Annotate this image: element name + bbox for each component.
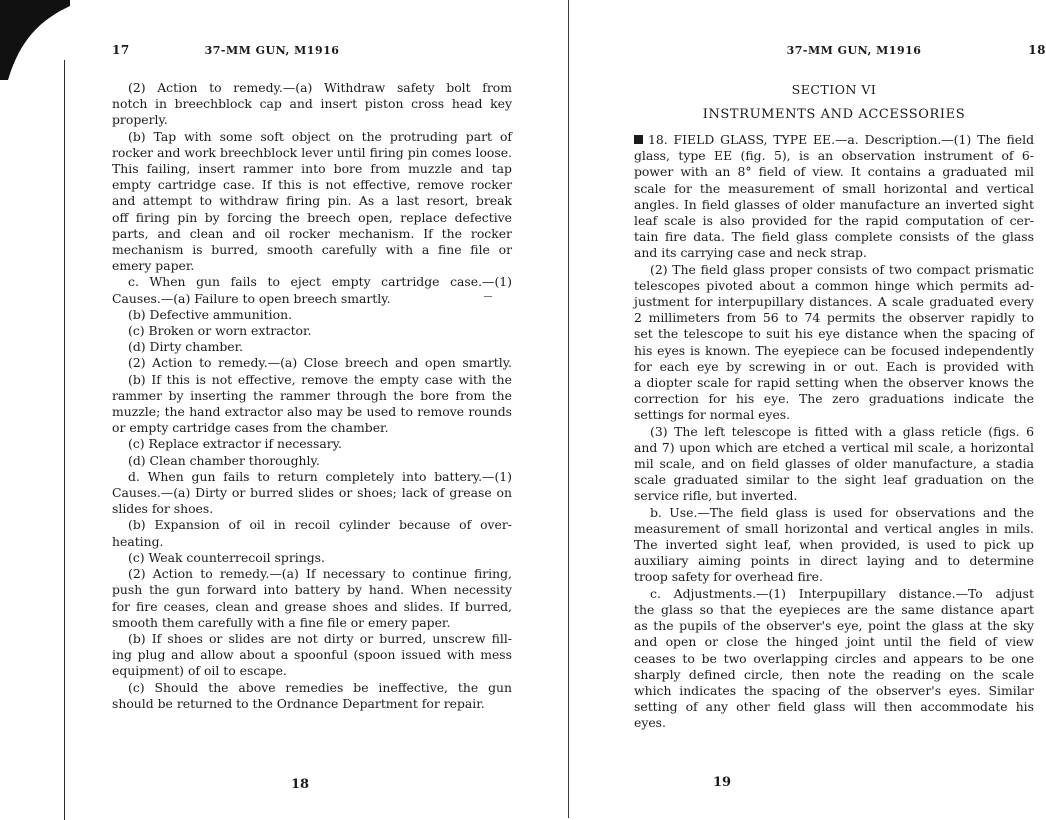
text-line-content: his eyes is known. The eyepiece can be focused independently <box>634 342 1034 358</box>
right-body-text <box>634 132 1034 732</box>
text-line <box>634 521 1034 537</box>
text-line <box>112 291 512 307</box>
text-line-content: (d) Clean chamber thoroughly. <box>128 452 320 468</box>
text-line <box>112 453 512 469</box>
text-line <box>112 501 512 517</box>
text-line <box>634 537 1034 553</box>
text-line <box>634 197 1034 213</box>
left-running-title: 37-MM GUN, M1916 <box>204 44 340 57</box>
text-line-content: correction for his eye. The zero graduations indicate the <box>634 391 1034 407</box>
text-line-content: power with an 8° field of view. It contains a graduated mil <box>634 164 1034 180</box>
text-line <box>112 323 512 339</box>
text-line <box>634 407 1034 423</box>
text-line-content: d. When gun fails to return completely into battery.—(1) <box>128 468 512 484</box>
text-line-content: for fire ceases, clean and grease shoes and slides. If burred, <box>112 598 512 614</box>
text-line-content: measurement of small horizontal and vertical angles in mils. <box>634 520 1034 536</box>
text-line-content: eyes. <box>634 715 666 731</box>
text-line-content: push the gun forward into battery by hand. When necessity <box>112 582 512 598</box>
text-line-content: The inverted sight leaf, when provided, is used to pick up <box>634 537 1034 553</box>
text-line <box>634 278 1034 294</box>
text-line-content: (b) If this is not effective, remove the empty case with the <box>128 371 512 387</box>
text-line <box>634 229 1034 245</box>
text-line-content: smooth them carefully with a fine file or emery paper. <box>112 614 451 630</box>
text-line <box>634 456 1034 472</box>
section-title: INSTRUMENTS AND ACCESSORIES <box>702 107 966 122</box>
text-line-content: rocker and work breechblock lever until firing pin comes loose. <box>112 144 512 160</box>
text-line <box>112 647 512 663</box>
text-line-content: settings for normal eyes. <box>634 407 791 423</box>
text-line <box>634 618 1034 634</box>
text-line <box>634 359 1034 375</box>
text-line <box>112 582 512 598</box>
text-line <box>112 469 512 485</box>
page-corner-shadow <box>0 0 70 80</box>
text-line-content: notch in breechblock cap and insert piston cross head key <box>112 96 512 112</box>
text-line <box>112 388 512 404</box>
text-line <box>112 372 512 388</box>
text-line <box>634 569 1034 585</box>
text-line <box>634 375 1034 391</box>
text-line-content: which indicates the spacing of the observer's eyes. Similar <box>634 682 1034 698</box>
text-line <box>634 262 1034 278</box>
text-line-content: a diopter scale for rapid setting when the observer knows the <box>634 375 1034 391</box>
text-line <box>634 343 1034 359</box>
text-line-content: b. Use.—The field glass is used for observations and the <box>650 504 1034 520</box>
text-line <box>112 663 512 679</box>
text-line <box>634 326 1034 342</box>
text-line <box>112 550 512 566</box>
text-line <box>112 615 512 631</box>
text-line-content: rammer by inserting the rammer through the bore from the <box>112 387 512 403</box>
text-line-content: off firing pin by forcing the breech open, replace defective <box>112 209 512 225</box>
text-line-content: leaf scale is also provided for the rapid computation of cer- <box>634 213 1034 229</box>
text-line-content: (2) Action to remedy.—(a) If necessary to continue firing, <box>128 566 512 582</box>
text-line-content: This failing, insert rammer into bore from muzzle and tap <box>112 161 512 177</box>
text-line-content: Causes.—(a) Dirty or burred slides or shoes; lack of grease on <box>112 485 512 501</box>
text-line-content: (c) Replace extractor if necessary. <box>128 436 342 452</box>
text-line <box>112 258 512 274</box>
text-line-content: heating. <box>112 533 164 549</box>
text-line <box>112 80 512 96</box>
text-line <box>634 651 1034 667</box>
text-line-content: muzzle; the hand extractor also may be used to remove rounds <box>112 404 512 420</box>
text-line <box>112 534 512 550</box>
text-line-content: (b) Expansion of oil in recoil cylinder because of over- <box>128 517 512 533</box>
stray-mark <box>484 296 492 297</box>
text-line-content: ceases to be two overlapping circles and appears to be one <box>634 650 1034 666</box>
text-line <box>634 472 1034 488</box>
text-line-content: and open or close the hinged joint until the field of view <box>634 634 1034 650</box>
text-line-content: and 7) upon which are etched a vertical mil scale, a horizontal <box>634 439 1034 455</box>
text-line <box>112 680 512 696</box>
text-line <box>112 599 512 615</box>
text-line <box>112 566 512 582</box>
text-line-content: setting of any other field glass will then accommodate his <box>634 699 1034 715</box>
text-line <box>634 586 1034 602</box>
text-line-content: mil scale, and on field glasses of older manufacture, a stadia <box>634 456 1034 472</box>
text-line-content: (2) Action to remedy.—(a) Withdraw safety bolt from <box>128 80 512 95</box>
text-line <box>112 517 512 533</box>
text-line <box>634 667 1034 683</box>
text-line <box>112 404 512 420</box>
text-line <box>112 696 512 712</box>
gutter <box>568 0 569 818</box>
text-line-content: as the pupils of the observer's eye, point the glass at the sky <box>634 618 1034 634</box>
text-line-content: ing plug and allow about a spoonful (spoon issued with mess <box>112 647 512 663</box>
text-line-content: scale graduated similar to the sight leaf graduation on the <box>634 472 1034 488</box>
text-line-content: 18. FIELD GLASS, TYPE EE.—a. Description.—(1) The field <box>648 132 1034 147</box>
text-line-content: equipment) of oil to escape. <box>112 663 287 679</box>
text-line-content: c. Adjustments.—(1) Interpupillary distance.—To adjust <box>650 585 1034 601</box>
text-line-content: troop safety for overhead fire. <box>634 569 823 585</box>
text-line-content: (2) The field glass proper consists of two compact prismatic <box>650 261 1034 277</box>
text-line <box>112 193 512 209</box>
text-line-content: (b) Defective ammunition. <box>128 306 293 322</box>
text-line <box>112 307 512 323</box>
text-line <box>112 161 512 177</box>
text-line <box>634 391 1034 407</box>
right-folio: 19 <box>712 775 732 790</box>
text-line <box>634 440 1034 456</box>
text-line-content: auxiliary aiming points in direct laying and to determine <box>634 553 1034 569</box>
text-line <box>112 485 512 501</box>
text-line <box>634 424 1034 440</box>
text-line-content: and its carrying case and neck strap. <box>634 245 867 261</box>
text-line <box>634 148 1034 164</box>
text-line <box>634 602 1034 618</box>
text-line <box>112 420 512 436</box>
text-line-content: Causes.—(a) Failure to open breech smartly. <box>112 290 391 306</box>
text-line <box>634 683 1034 699</box>
text-line-content: (3) The left telescope is fitted with a glass reticle (figs. 6 <box>650 423 1034 439</box>
text-line-content: parts, and clean and oil rocker mechanism. If the rocker <box>112 225 512 241</box>
right-page-number: 18 <box>1028 43 1046 57</box>
text-line-content: angles. In field glasses of older manufacture an inverted sight <box>634 196 1034 212</box>
text-line <box>634 213 1034 229</box>
text-line <box>634 132 1034 148</box>
left-page-number: 17 <box>112 43 130 57</box>
text-line <box>112 355 512 371</box>
right-running-title: 37-MM GUN, M1916 <box>786 44 922 57</box>
text-line <box>634 181 1034 197</box>
text-line <box>112 129 512 145</box>
text-line-content: slides for shoes. <box>112 501 214 517</box>
text-line-content: the glass so that the eyepieces are the same distance apart <box>634 601 1034 617</box>
text-line <box>112 339 512 355</box>
text-line-content: mechanism is burred, smooth carefully with a fine file or <box>112 242 512 258</box>
section-bullet-icon <box>634 135 643 144</box>
text-line-content: (c) Weak counterrecoil springs. <box>128 549 325 565</box>
text-line-content: or empty cartridge cases from the chamber. <box>112 420 389 436</box>
left-folio: 18 <box>290 777 310 792</box>
text-line-content: service rifle, but inverted. <box>634 488 798 504</box>
text-line <box>112 436 512 452</box>
text-line-content: (2) Action to remedy.—(a) Close breech and open smartly. <box>128 355 512 371</box>
text-line <box>112 145 512 161</box>
text-line <box>634 699 1034 715</box>
text-line-content: emery paper. <box>112 258 195 274</box>
text-line-content: (c) Broken or worn extractor. <box>128 323 312 339</box>
text-line <box>112 242 512 258</box>
text-line-content: sharply defined circle, then note the reading on the scale <box>634 666 1034 682</box>
text-line-content: (d) Dirty chamber. <box>128 339 244 355</box>
text-line-content: c. When gun fails to eject empty cartridge case.—(1) <box>128 274 512 290</box>
text-line-content: should be returned to the Ordnance Department for repair. <box>112 695 485 711</box>
text-line <box>634 245 1034 261</box>
text-line-content: glass, type EE (fig. 5), is an observation instrument of 6- <box>634 148 1034 164</box>
text-line-content: 2 millimeters from 56 to 74 permits the observer rapidly to <box>634 310 1034 326</box>
text-line-content: (b) If shoes or slides are not dirty or burred, unscrew fill- <box>128 630 512 646</box>
left-page-edge <box>64 60 65 820</box>
text-line-content: tain fire data. The field glass complete consists of the glass <box>634 229 1034 245</box>
text-line <box>112 226 512 242</box>
text-line <box>112 631 512 647</box>
text-line <box>112 96 512 112</box>
text-line <box>634 164 1034 180</box>
text-line <box>112 112 512 128</box>
text-line <box>634 553 1034 569</box>
text-line-content: telescopes pivoted about a common hinge which permits ad- <box>634 277 1034 293</box>
text-line <box>112 177 512 193</box>
text-line <box>634 715 1034 731</box>
text-line-content: for each eye by screwing in or out. Each is provided with <box>634 358 1034 374</box>
text-line-content: justment for interpupillary distances. A scale graduated every <box>634 294 1034 310</box>
text-line-content: scale for the measurement of small horizontal and vertical <box>634 180 1034 196</box>
section-number: SECTION VI <box>791 82 877 97</box>
text-line-content: empty cartridge case. If this is not effective, remove rocker <box>112 177 512 193</box>
left-body-text <box>112 80 512 712</box>
text-line-content: set the telescope to suit his eye distance when the spacing of <box>634 326 1034 342</box>
text-line <box>112 274 512 290</box>
text-line <box>634 634 1034 650</box>
text-line-content: and attempt to withdraw firing pin. As a last resort, break <box>112 193 512 209</box>
text-line <box>634 488 1034 504</box>
text-line-content: (b) Tap with some soft object on the protruding part of <box>128 128 512 144</box>
text-line <box>112 210 512 226</box>
text-line-content: (c) Should the above remedies be ineffective, the gun <box>128 679 512 695</box>
text-line <box>634 310 1034 326</box>
text-line-content: properly. <box>112 112 168 128</box>
text-line <box>634 505 1034 521</box>
text-line <box>634 294 1034 310</box>
